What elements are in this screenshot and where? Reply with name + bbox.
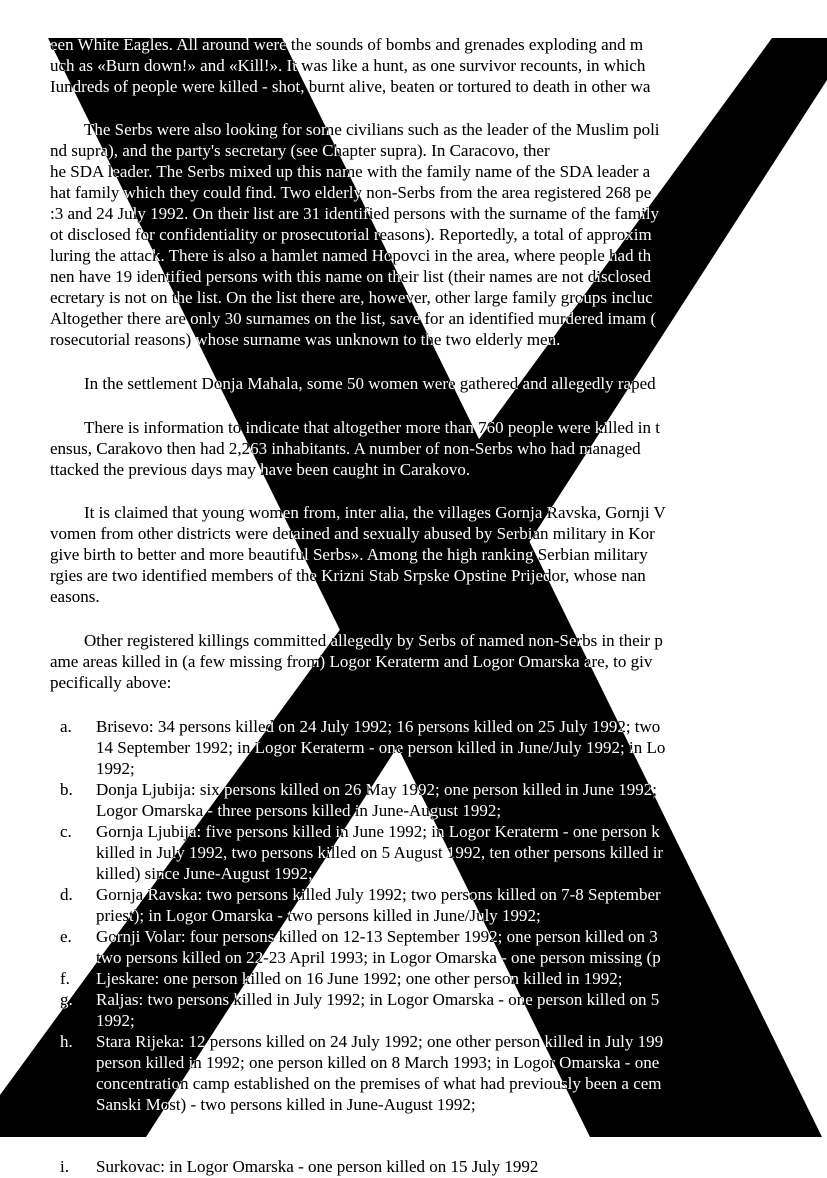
text-line: give birth to better and more beautiful Serbs». Among the high ranking Serbian military [50, 545, 648, 564]
list-item-line: Stara Rijeka: 12 persons killed on 24 July 1992; one other person killed in July 199 [96, 1032, 664, 1051]
list-item-marker: g. [60, 990, 73, 1009]
text-line: nen have 19 identified persons with this name on their list (their names are not disclosed [50, 267, 651, 286]
list-item-line: Gornja Ljubija: five persons killed in June 1992; in Logor Keraterm - one person k [96, 822, 660, 841]
list-item-line: Raljas: two persons killed in July 1992; in Logor Omarska - one person killed on 5 [96, 990, 660, 1009]
list-item-line: killed in July 1992, two persons killed on 5 August 1992, ten other persons killed ir [96, 843, 664, 862]
list-item-line: two persons killed on 22-23 April 1993; in Logor Omarska - one person missing (p [96, 948, 661, 967]
text-line: nd supra), and the party's secretary (see Chapter supra). In Caracovo, ther [50, 141, 550, 160]
text-line: ensus, Carakovo then had 2,263 inhabitants. A number of non-Serbs who had managed [50, 439, 641, 458]
text-line: In the settlement Donja Mahala, some 50 women were gathered and allegedly raped [84, 374, 656, 393]
text-line: een White Eagles. All around were the sounds of bombs and grenades exploding and m [50, 35, 644, 54]
text-line: vomen from other districts were detained and sexually abused by Serbian military in Kor [50, 524, 655, 543]
list-item-marker: i. [60, 1157, 69, 1176]
list-item-marker: c. [60, 822, 72, 841]
text-line: There is information to indicate that altogether more than 760 people were killed in t [84, 418, 660, 437]
list-item-line: killed) since June-August 1992; [96, 864, 313, 883]
list-item-marker: b. [60, 780, 73, 799]
text-line: ot disclosed for confidentiality or prosecutorial reasons). Reportedly, a total of approxim [50, 225, 652, 244]
text-line: It is claimed that young women from, inter alia, the villages Gornja Ravska, Gornji V [84, 503, 666, 522]
list-item-marker: h. [60, 1032, 73, 1051]
text-line: pecifically above: [50, 673, 172, 692]
list-item-line: priest); in Logor Omarska - two persons killed in June/July 1992; [96, 906, 541, 925]
list-item-line: Donja Ljubija: six persons killed on 26 May 1992; one person killed in June 1992; [96, 780, 657, 799]
text-line: ttacked the previous days may have been caught in Carakovo. [50, 460, 471, 479]
list-item-line: Sanski Most) - two persons killed in June-August 1992; [96, 1095, 476, 1114]
text-line: he SDA leader. The Serbs mixed up this name with the family name of the SDA leader a [50, 162, 651, 181]
list-item-line: Gornji Volar: four persons killed on 12-13 September 1992; one person killed on 3 [96, 927, 658, 946]
list-item-line: concentration camp established on the premises of what had previously been a cem [96, 1074, 662, 1093]
list-item-marker: a. [60, 717, 72, 736]
list-item-line: Logor Omarska - three persons killed in June-August 1992; [96, 801, 502, 820]
text-line: rgies are two identified members of the Krizni Stab Srpske Opstine Prijedor, whose nan [50, 566, 646, 585]
list-item-marker: f. [60, 969, 70, 988]
list-item-line: 1992; [96, 1011, 135, 1030]
list-item-line: 1992; [96, 759, 135, 778]
text-line: :3 and 24 July 1992. On their list are 31 identified persons with the surname of the family [50, 204, 660, 223]
text-line: easons. [50, 587, 100, 606]
list-item-line: 14 September 1992; in Logor Keraterm - one person killed in June/July 1992; in Lo [96, 738, 666, 757]
text-line: Other registered killings committed allegedly by Serbs of named non-Serbs in their p [84, 631, 663, 650]
list-item-marker: e. [60, 927, 72, 946]
list-item-line: Brisevo: 34 persons killed on 24 July 1992; 16 persons killed on 25 July 1992; two [96, 717, 661, 736]
list-item-line: Surkovac: in Logor Omarska - one person killed on 15 July 1992 [96, 1157, 539, 1176]
text-line: ecretary is not on the list. On the list there are, however, other large family groups incluc [50, 288, 653, 307]
text-line: ame areas killed in (a few missing from) Logor Keraterm and Logor Omarska are, to giv [50, 652, 653, 671]
list-item-line: person killed in 1992; one person killed on 8 March 1993; in Logor Omarska - one [96, 1053, 660, 1072]
text-line: rosecutorial reasons) whose surname was unknown to the two elderly men. [50, 330, 561, 349]
list-item-marker: d. [60, 885, 73, 904]
text-line: hat family which they could find. Two elderly non-Serbs from the area registered 268 pe [50, 183, 652, 202]
text-line: Altogether there are only 30 surnames on the list, save for an identified murdered imam ( [50, 309, 657, 328]
list-item-line: Ljeskare: one person killed on 16 June 1992; one other person killed in 1992; [96, 969, 623, 988]
text-line: Iundreds of people were killed - shot, burnt alive, beaten or tortured to death in other wa [50, 77, 651, 96]
list-item-line: Gornja Ravska: two persons killed July 1992; two persons killed on 7-8 September [96, 885, 661, 904]
text-line: uch as «Burn down!» and «Kill!». It was like a hunt, as one survivor recounts, in which [50, 56, 646, 75]
text-line: luring the attack. There is also a hamlet named Hopovci in the area, where people had th [50, 246, 652, 265]
text-line: The Serbs were also looking for some civilians such as the leader of the Muslim poli [84, 120, 660, 139]
